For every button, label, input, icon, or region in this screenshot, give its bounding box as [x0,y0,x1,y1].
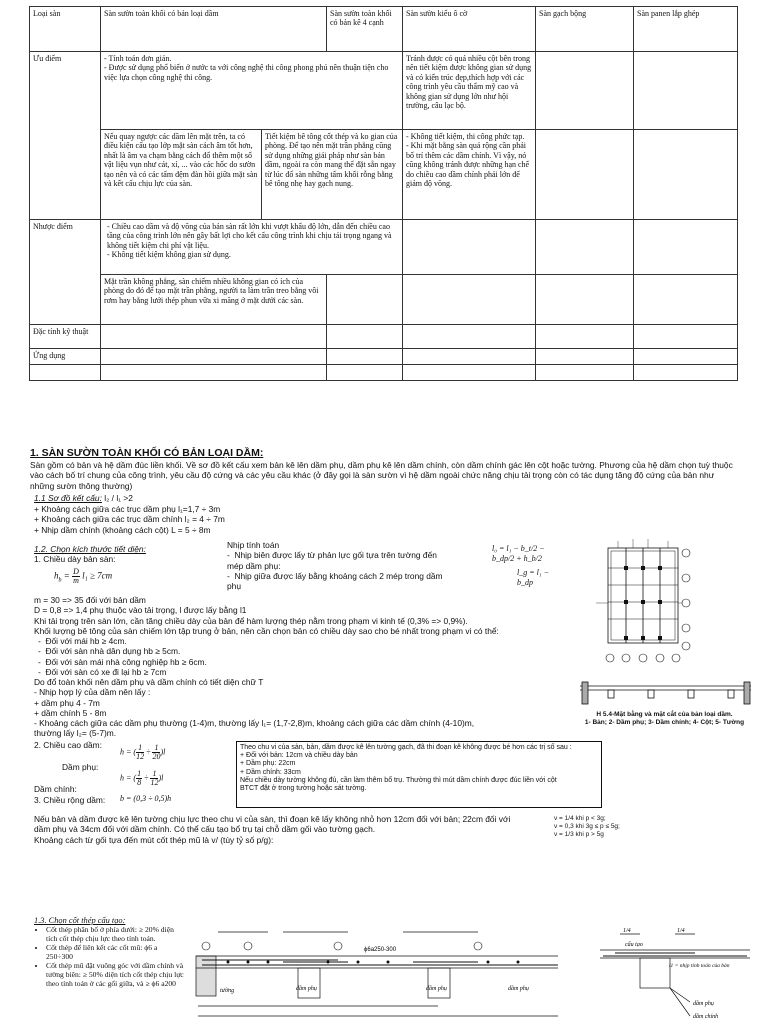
section-intro: Sàn gồm có bản và hệ dầm đúc liền khối. Về sơ đồ kết cấu xem bản kê lên dầm phụ, dầm phụ kê lên dầm chính, còn dầm chính gác lên cột hoặc tường. Phương của hệ dầm chọn tuỳ thuộc vào cách bố trí chung của công trình, yêu cầu độ cứng và các yêu cầu khác (ở đây gọi là sàn sườn vì hệ dầm ngoài chức năng chịu tải trọng còn có tác dụng tăng độ cứng của bản như những sườn thông thường) [30,460,733,491]
list-item: - Đối với sàn mái nhà công nghiệp hb ≥ 6cm. [38,656,207,667]
s11-line: + Nhịp dầm chính (khoảng cách cột) L = 5 ÷ 8m [34,525,211,535]
v-notes [554,815,620,839]
formula-h-main: h = ( $\frac{1}{8}$ ÷ $\frac{1}{12}$ )l [120,769,164,787]
table-row [30,220,738,275]
text-line: Nếu bản và dầm được kê lên tường chịu lực theo chu vi của sàn, thì đoạn kê lấy không nhỏ hơn 12cm đối với bản; 22cm đối với [34,814,511,824]
note-line: v = 1/3 khi p > 5g [554,831,604,839]
subsection-title: 1.2. Chọn kích thước tiết diện: [34,544,146,554]
row-label-dac-tinh: Đặc tính kỹ thuật [30,325,101,349]
cell-nhuoc-diem-1: - Chiều cao dầm và độ võng của bản sàn rất lớn khi vượt khẩu độ lớn, dẫn đến chiều cao tầng của công trình lớn nên gây bất lợi cho kết cấu công trình khi chịu tải trọng ngang và không tiết kiệm chi phí vật liệu. - Không tiết kiệm không gian sử dụng. [101,220,403,275]
text-line: D = 0,8 => 1,4 phụ thuộc vào tải trọng, l được lấy bằng l1 [34,605,247,616]
header-cell: Sàn sườn kiểu ô cờ [403,7,536,52]
list-item: - Đối với sàn có xe đi lại hb ≥ 7cm [38,666,167,677]
box-line: Nếu chiều dày tường không đủ, cần làm thêm bổ trụ. Thường thì mút dầm chính được đúc liền với cột [240,776,557,784]
box-line: - Nhịp giữa được lấy bằng khoảng cách 2 mép trong dầm phụ [227,570,443,591]
item-beam-width: 3. Chiều rộng dầm: [34,795,106,805]
cell-uu-diem-2a: Nếu quay ngược các dầm lên mặt trên, ta có điều kiện cấu tạo lớp mặt sàn cách âm tốt hơn, nhất là âm va chạm bằng cách đổ thêm một số vật liệu vụn như cát, xỉ, ... vào các hốc do sườn tạo nên và có các tấm đệm đàn hồi giữa mặt sàn và kết cấu chịu lực của sàn. [101,130,262,220]
text-block-c [34,814,554,845]
item-slab-thickness: 1. Chiều dày bản sàn: [34,554,116,564]
table-row [30,275,738,325]
table-row [30,325,738,349]
cell-uu-diem-2b: Tiết kiệm bê tông cốt thép và ko gian của phòng. Để tạo nên mặt trần phẳng cũng sử dụng những giải pháp như sàn bản dầm, ngoài ra còn mang thể đặt sẵn ngay từ lúc đổ sàn những tấm khối rỗng bằng bê tông nhẹ hay gạch nung. [262,130,403,220]
table-row [30,365,738,381]
text-line: + dầm phụ 4 - 7m [34,697,100,708]
row-label-uu-diem: Ưu điểm [30,52,101,220]
cell-uu-diem-1: - Tính toán đơn giản. - Được sử dụng phổ biến ở nước ta với công nghệ thi công phong phú nên thuận tiện cho việc lựa chọn công nghệ thi công. [101,52,403,130]
formula-text: h [54,570,59,581]
ratio-text: l₂ / l₁ >2 [101,493,133,503]
diagram-label: dầm phụ [426,986,447,992]
table-row [30,52,738,130]
diagram-label: dầm phụ [296,986,317,992]
table-header-row [30,7,738,52]
s11-line: + Khoảng cách giữa các trục dầm chính l₂ = 4 ÷ 7m [34,514,225,524]
formula-text: D [73,567,79,576]
text-line: dầm phụ và 34cm đối với dầm chính. Có thể cấu tạo bổ trụ tại chỗ dầm gối vào tường gạch. [34,824,376,835]
subsection-title: 1.1 Sơ đồ kết cấu: [34,493,102,503]
note-line: v = 1/4 khi p < 3g; [554,815,606,822]
cell-uu-diem-oco: Tránh được có quá nhiều cột bên trong nên tiết kiệm được không gian sử dụng và có kiến trúc đẹp,thích hợp với các công trình yêu cầu thẩm mỹ cao và không gian sử dụng lớn như hội trường, câu lạc bộ. [403,52,536,130]
item-beam-height: 2. Chiều cao dầm: [34,740,102,750]
diagram-label: tường [220,988,235,994]
section-heading: 1. SÀN SƯỜN TOÀN KHỐI CÓ BẢN LOẠI DẦM: [30,447,264,459]
text-line: - Nhịp hợp lý của dầm nên lấy : [34,687,151,698]
header-cell: Sàn sườn toàn khối có bản loại dầm [101,7,327,52]
diagram-label: dầm phụ [693,1001,714,1007]
box-line: + Đối với bản: 12cm và chiều dày bản [240,752,358,760]
comparison-table [29,6,738,381]
rebar-list [34,926,186,989]
diagram-label: l1 = nhịp tính toán của bản [669,963,730,969]
bearing-length-box [236,741,602,808]
hb-formula: $h_b$ = $\frac{D}{m}$ l₁ ≥ 7cm [54,567,113,585]
subsection-title: 1.3. Chọn cốt thép cấu tạo: [34,916,126,925]
diagram-label: dầm chính [693,1014,719,1020]
list-item: • Cốt thép phân bố ở phía dưới: ≥ 20% diện tích cốt thép chịu lực theo tính toán. [46,926,186,944]
label-dam-chinh: Dầm chính: [34,784,77,794]
text-block-a [34,595,634,739]
box-line: BTCT đặt ở trong tường hoặc sát tường. [240,784,367,792]
note-line: v = 0,3 khi 3g ≤ p ≤ 5g; [554,823,620,831]
formula-b: b = (0,3 ÷ 0,5)h [120,794,172,803]
text-line: m = 30 => 35 đối với bản dầm [34,595,146,605]
formula-lg: l_g = l₁ − b_dp [517,568,550,587]
formula-text: l₁ ≥ 7cm [82,570,113,581]
span-calc-box [227,540,555,591]
box-line: + Dầm phụ: 22cm [240,760,296,768]
box-line: - Nhịp biên được lấy từ phản lực gối tựa trên tường đến mép dầm phụ: [227,550,437,571]
row-label-nhuoc-diem: Nhược điểm [30,220,101,325]
rebar-detail-drawing [188,918,563,1024]
header-cell: Sàn panen lắp ghép [634,7,738,52]
formula-text: m [73,576,79,585]
header-cell: Sàn sườn toàn khối có bản kê 4 cạnh [327,7,403,52]
diagram-label: 1/4 [677,928,685,934]
box-line: Theo chu vi của sàn, bản, dầm được kê lên tường gạch, đã thi đoạn kê không được bé hơn các trị số sau : [240,744,572,751]
formula-h-secondary: h = ( $\frac{1}{12}$ ÷ $\frac{1}{20}$ )l [120,743,166,761]
header-cell: Sàn gạch bộng [536,7,634,52]
text-line: - Khoảng cách giữa các dầm phụ thường (1-4)m, thường lấy l₁= (1,7-2,8)m, khoảng cách giữa các dầm chính (4-10)m, [34,718,475,728]
table-row [30,130,738,220]
diagram-label: cấu tạo [625,942,643,948]
text-line: Khoảng cách từ gối tựa đến mút cốt thép mũ là v/ (tùy tỷ số p/g): [34,834,274,845]
text-line: thường lấy l₂= (5-7)m. [34,728,117,739]
diagram-label: 1/4 [623,928,631,934]
box-title: Nhịp tính toán [227,540,280,550]
text-line: Do đổ toàn khối nên dầm phụ và dầm chính có tiết diện chữ T [34,677,264,687]
floor-plan-drawing [588,533,698,668]
label-dam-phu: Dầm phụ: [62,762,99,772]
cell-nhuoc-diem-oco: - Không tiết kiệm, thi công phức tạp. - Khi mặt bằng sàn quá rộng cần phải bố trí thêm các dầm chính. Vì vậy, nó cũng không tránh được những hạn chế do chiều cao dầm chính phải lớn để giảm độ võng. [403,130,536,220]
row-label-ung-dung: Ứng dụng [30,349,101,365]
table-row [30,349,738,365]
support-detail-drawing [595,926,755,1022]
text-line: Khi tải trọng trên sàn lớn, cần tăng chiều dày của bản để hàm lượng thép nằm trong phạm vi kinh tế (0,3% => 0,9%). [34,615,468,626]
list-item: • Cốt thép mũ đặt vuông góc với dầm chính và tường biên: ≥ 50% diện tích cốt thép chịu lực theo tính toán ở các gối giữa, và ≥ ϕ6 a200 [46,962,186,989]
list-item: • Cốt thép để liên kết các cốt mũ: ϕ6 a 250÷300 [46,944,186,962]
cell-nhuoc-diem-2: Mặt trần không phẳng, sàn chiếm nhiều không gian có ích của phòng do đó để tạo mặt trần phẳng, người ta làm trần treo bằng vôi rơm hay bằng lưới thép phun vữa xi măng ở mặt dưới các sàn. [101,275,327,325]
figure-caption: H 5.4-Mặt bằng và mặt cắt của bản loại dầm. 1- Bản; 2- Dầm phụ; 3- Dầm chính; 4- Cột; 5- Tường [584,711,745,727]
s11-line: + Khoảng cách giữa các trục dầm phụ l₁=1,7 ÷ 3m [34,504,221,514]
header-cell: Loại sàn [30,7,101,52]
text-line: + dầm chính 5 - 8m [34,707,107,718]
list-item: - Đối với sàn nhà dân dụng hb ≥ 5cm. [38,646,181,657]
section-view-drawing [578,678,753,708]
formula-l0: l₀ = l₁ − b_t/2 − b_dp/2 + h_b/2 [492,544,545,563]
subsection-1-1 [34,493,133,503]
box-line: + Dầm chính: 33cm [240,768,301,776]
diagram-label: dầm phụ [508,986,529,992]
list-item: - Đối với mái hb ≥ 4cm. [38,636,127,646]
diagram-label: ϕ6a250-300 [364,947,397,953]
text-line: Khối lượng bê tông của sàn chiếm lớn tập trung ở bản, nên cần chọn bản có chiều dày sao cho bé nhất trong phạm vi có thể: [34,625,499,636]
